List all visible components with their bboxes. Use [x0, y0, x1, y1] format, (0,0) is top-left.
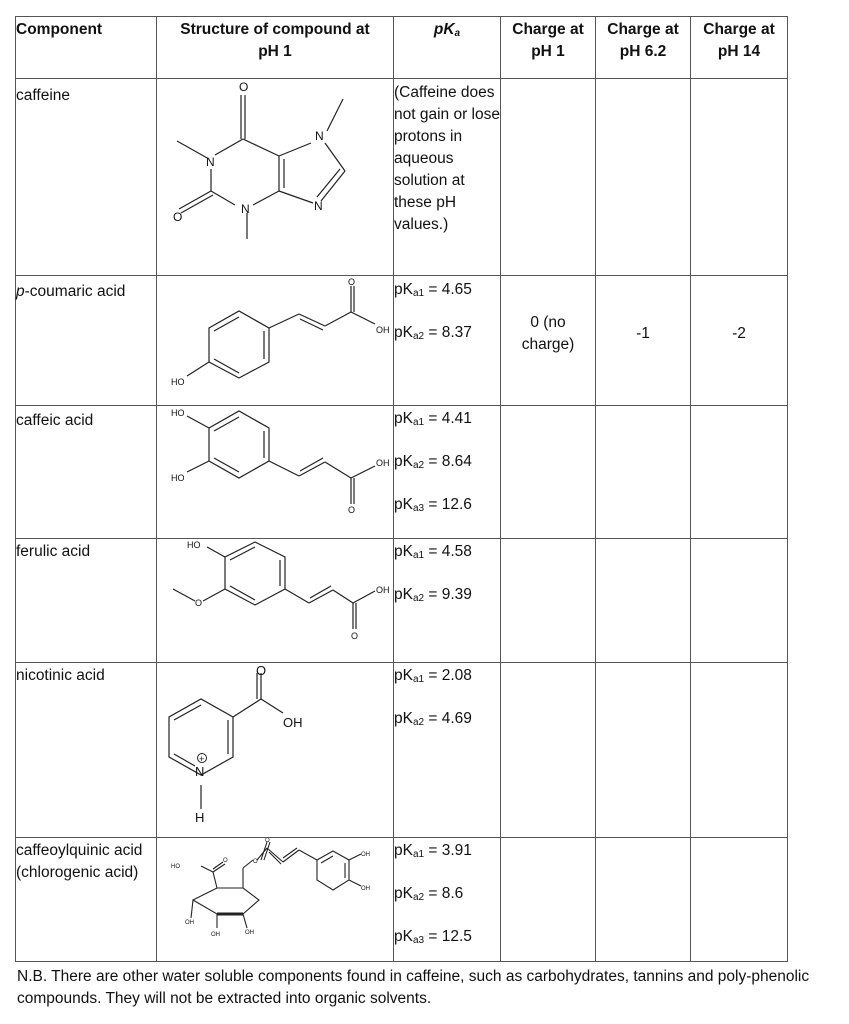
- svg-text:HO: HO: [171, 408, 185, 418]
- header-component: Component: [16, 17, 157, 79]
- table-row: [16, 406, 788, 539]
- structure-cell: [157, 838, 394, 962]
- svg-text:N: N: [195, 764, 205, 779]
- component-name: caffeic acid: [16, 406, 157, 539]
- svg-text:O: O: [195, 598, 203, 608]
- charge-ph1-cell[interactable]: [501, 838, 596, 962]
- table-row: [16, 539, 788, 663]
- pka-note: (Caffeine does not gain or lose protons in aqueous solution at these pH values.): [394, 79, 501, 276]
- charge-ph14-cell[interactable]: [691, 406, 788, 539]
- charge-ph62-cell[interactable]: [596, 406, 691, 539]
- svg-text:N: N: [315, 129, 324, 143]
- svg-text:HO: HO: [171, 377, 185, 387]
- charge-ph1-cell[interactable]: [501, 79, 596, 276]
- pka-value: $pK_{a3} = 12.6$: [394, 496, 472, 514]
- charge-ph14-cell[interactable]: [691, 79, 788, 276]
- pka-value: $pK_{a1} = 4.65$: [394, 281, 472, 299]
- svg-text:O: O: [351, 631, 359, 641]
- svg-text:OH: OH: [361, 886, 370, 892]
- charge-ph1-cell[interactable]: [501, 663, 596, 838]
- table-row: [16, 79, 788, 276]
- pka-value: $pK_{a2} = 4.69$: [394, 710, 472, 728]
- charge-ph1-cell[interactable]: 0 (no charge): [501, 276, 596, 406]
- svg-text:OH: OH: [211, 932, 220, 938]
- header-pka: $pK_a$: [394, 17, 501, 79]
- footnote: N.B. There are other water soluble components found in caffeine, such as carbohydrates, tannins and poly-phenolic compounds. They will not be extracted into organic solvents.: [17, 968, 810, 1007]
- table-row: [16, 838, 788, 962]
- svg-text:O: O: [253, 859, 258, 865]
- charge-ph14-cell[interactable]: [691, 663, 788, 838]
- component-name: caffeoylquinic acid (chlorogenic acid): [16, 838, 157, 962]
- table-row: [16, 663, 788, 838]
- pka-value: $pK_{a2} = 9.39$: [394, 586, 472, 604]
- charge-ph62-cell[interactable]: [596, 79, 691, 276]
- svg-text:OH: OH: [361, 852, 370, 858]
- svg-text:O: O: [239, 80, 249, 94]
- component-name: p-coumaric acid: [16, 276, 157, 406]
- charge-ph62-cell[interactable]: -1: [596, 276, 691, 406]
- svg-text:O: O: [256, 663, 267, 678]
- svg-text:O: O: [348, 505, 356, 515]
- svg-text:HO: HO: [171, 473, 185, 483]
- pka-value: $pK_{a1} = 2.08$: [394, 667, 472, 685]
- pka-value: $pK_{a3} = 12.5$: [394, 928, 472, 946]
- svg-text:HO: HO: [187, 540, 201, 550]
- pka-values: [394, 663, 501, 838]
- component-name: ferulic acid: [16, 539, 157, 663]
- structure-cell: [157, 276, 394, 406]
- pka-value: $pK_{a2} = 8.37$: [394, 324, 472, 342]
- svg-text:OH: OH: [376, 458, 390, 468]
- pka-values: [394, 838, 501, 962]
- svg-text:OH: OH: [185, 920, 194, 926]
- structure-cell: [157, 539, 394, 663]
- charge-ph1-cell[interactable]: [501, 406, 596, 539]
- svg-text:N: N: [241, 202, 250, 216]
- pka-values: [394, 276, 501, 406]
- header-charge-ph62: Charge at pH 6.2: [596, 17, 691, 79]
- structure-cell: [157, 79, 394, 276]
- pka-value: $pK_{a1} = 4.41$: [394, 410, 472, 428]
- structure-cell: [157, 663, 394, 838]
- charge-ph62-cell[interactable]: [596, 838, 691, 962]
- charge-ph1-cell[interactable]: [501, 539, 596, 663]
- pka-value: $pK_{a1} = 3.91$: [394, 842, 472, 860]
- charge-ph14-cell[interactable]: [691, 838, 788, 962]
- structure-cell: [157, 406, 394, 539]
- svg-text:N: N: [206, 155, 215, 169]
- pka-value: $pK_{a2} = 8.6$: [394, 885, 464, 903]
- charge-ph62-cell[interactable]: [596, 539, 691, 663]
- svg-text:OH: OH: [245, 930, 254, 936]
- charge-ph62-cell[interactable]: [596, 663, 691, 838]
- svg-text:O: O: [265, 838, 270, 844]
- charge-ph14-cell[interactable]: [691, 539, 788, 663]
- table-row: [16, 276, 788, 406]
- svg-text:N: N: [314, 199, 323, 213]
- svg-text:OH: OH: [376, 325, 390, 335]
- pka-values: [394, 406, 501, 539]
- svg-text:O: O: [173, 210, 183, 224]
- component-name: nicotinic acid: [16, 663, 157, 838]
- svg-text:+: +: [199, 754, 205, 764]
- header-charge-ph14: Charge at pH 14: [691, 17, 788, 79]
- pka-value: $pK_{a2} = 8.64$: [394, 453, 472, 471]
- component-name: caffeine: [16, 79, 157, 276]
- header-structure: Structure of compound at pH 1: [157, 17, 394, 79]
- svg-text:OH: OH: [376, 585, 390, 595]
- pka-values: [394, 539, 501, 663]
- svg-text:OH: OH: [283, 715, 303, 730]
- header-row: [16, 17, 788, 79]
- svg-text:H: H: [195, 810, 205, 825]
- svg-text:O: O: [223, 858, 228, 864]
- header-charge-ph1: Charge at pH 1: [501, 17, 596, 79]
- svg-text:O: O: [348, 277, 356, 287]
- pka-value: $pK_{a1} = 4.58$: [394, 543, 472, 561]
- svg-text:HO: HO: [171, 864, 180, 870]
- components-table: [15, 16, 788, 962]
- charge-ph14-cell[interactable]: -2: [691, 276, 788, 406]
